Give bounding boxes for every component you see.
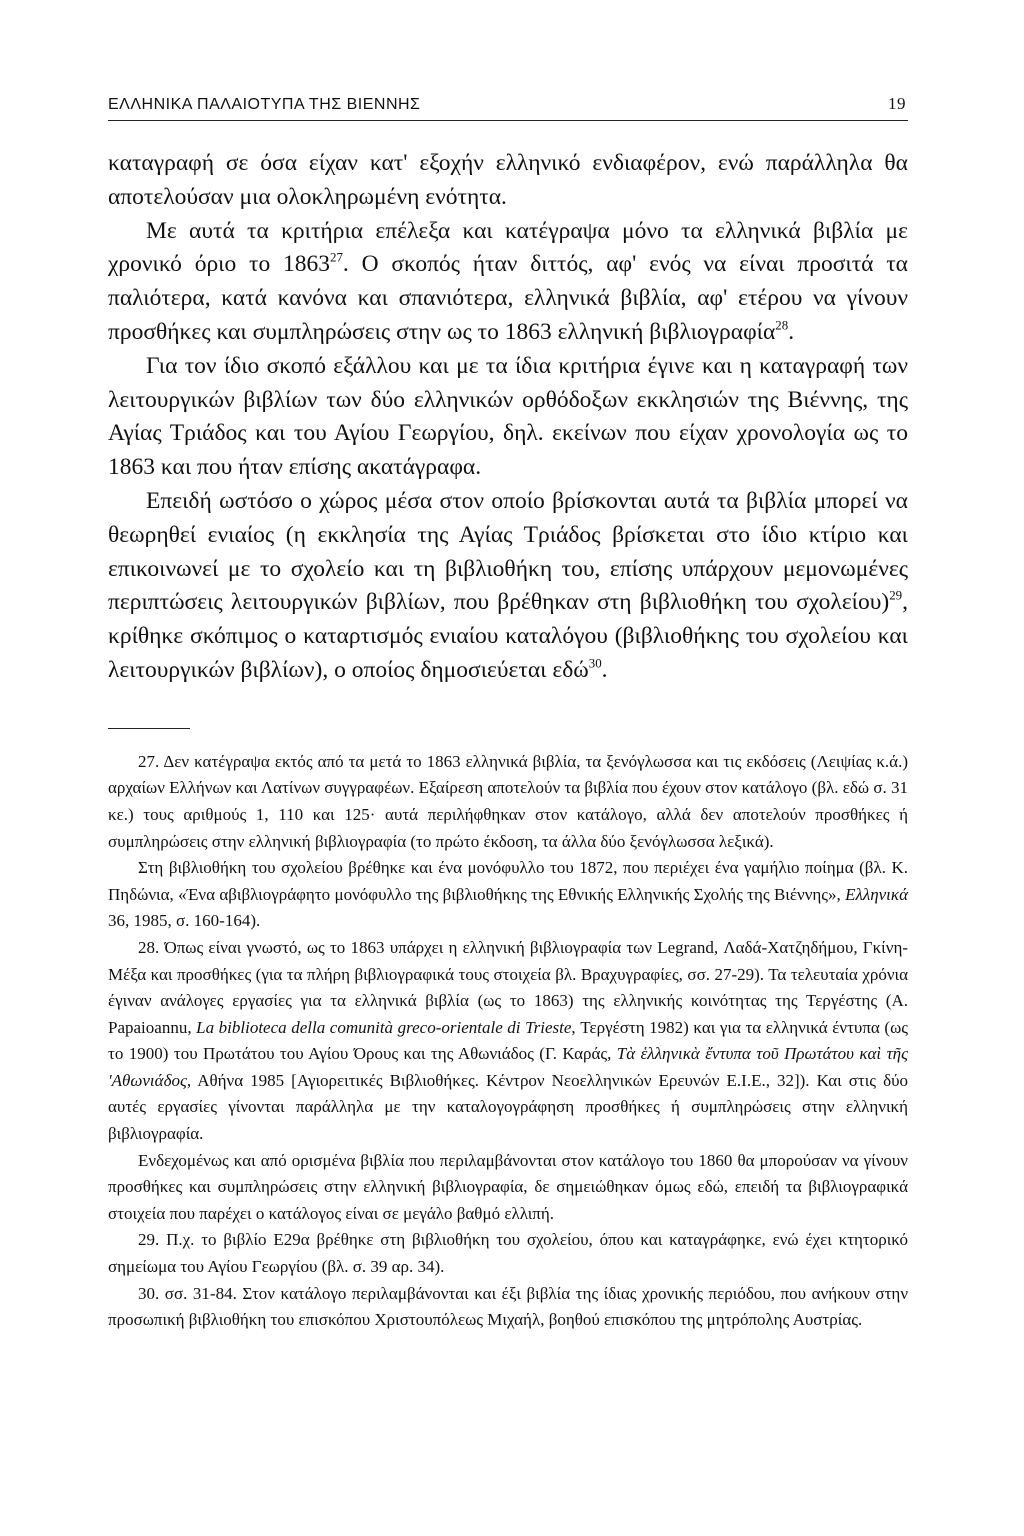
footnote-ref-27: 27 [330,249,343,265]
footnote-28 [108,935,908,1148]
footnote-27-cont-text-a: Στη βιβλιοθήκη του σχολείου βρέθηκε και ένα μονόφυλλο του 1872, που περιέχει ένα γαμήλιο ποίημα (βλ. Κ. Πηδώνια, «Ένα αβιβλιογράφητο μονόφυλλο της βιβλιοθήκης της Εθνικής Ελληνικής Σχολής της Βιέννης», [108,858,908,904]
main-text [108,147,908,688]
paragraph-4-text-b: , κρίθηκε σκόπιμος ο καταρτισμός ενιαίου καταλόγου (βιβλιοθήκης του σχολείου και λειτουργικών βιβλίων), ο οποίος δημοσιεύεται εδώ [108,589,908,683]
footnote-29-text: 29. Π.χ. το βιβλίο Ε29α βρέθηκε στη βιβλιοθήκη του σχολείου, όπου και καταγράφηκε, ενώ έχει κτητορικό σημείωμα του Αγίου Γεωργίου (βλ. σ. 39 αρ. 34). [108,1230,908,1277]
footnote-29 [108,1227,908,1280]
footnote-27 [108,749,908,855]
page-number: 19 [888,94,906,113]
footnote-28-text-c: , Αθήνα 1985 [Αγιορειτικές Βιβλιοθήκες. Κέντρον Νεοελληνικών Ερευνών Ε.Ι.Ε., 32]). Και στις δύο αυτές εργασίες γίνονται παράλληλα με την καταλογογράφηση προσθήκες ή συμπληρώσεις στην ελληνική βιβλιογραφία. [108,1070,908,1144]
footnote-27-cont [108,855,908,935]
footnote-ref-29: 29 [889,587,903,603]
footnote-28-text-b: , Τεργέστη 1982) και για τα ελληνικά έντυπα (ως το 1900) του Πρωτάτου του Αγίου Όρους και της Αθωνιάδος (Γ. Καράς, [108,1017,908,1064]
paragraph-2-text-b: . Ο σκοπός ήταν διττός, αφ' ενός να είναι προσιτά τα παλιότερα, κατά κανόνα και σπανιότερα, ελληνικά βιβλία, αφ' ετέρου να γίνουν προσθήκες και συμπληρώσεις στην ως το 1863 ελληνική βιβλιογραφία [108,251,908,345]
book-title-trieste: La biblioteca della comunità greco-orientale di Trieste [196,1017,572,1037]
footnote-27-text: 27. Δεν κατέγραψα εκτός από τα μετά το 1863 ελληνικά βιβλία, τα ξενόγλωσσα και τις εκδόσεις (Λειψίας κ.ά.) αρχαίων Ελλήνων και Λατίνων συγγραφέων. Εξαίρεση αποτελούν τα βιβλία που έχουν στον κατάλογο (βλ. εδώ σ. 31 κε.) τους αριθμούς 1, 110 και 125· αυτά περιλήφθηκαν στον κατάλογο, αλλά δεν αποτελούν προσθήκες ή συμπληρώσεις στην ελληνική βιβλιογραφία (το πρώτο έκδοση, τα άλλα δύο ξενόγλωσσα λεξικά). [108,751,908,851]
footnote-ref-30: 30 [588,655,602,671]
paragraph-2 [108,215,908,350]
footnotes [108,749,908,1334]
paragraph-2-text-c: . [788,318,795,345]
paragraph-4 [108,485,908,688]
paragraph-4-text-c: . [601,656,608,683]
paragraph-3 [108,350,908,485]
footnote-divider [108,728,190,729]
footnote-28-cont-text: Ενδεχομένως και από ορισμένα βιβλία που περιλαμβάνονται στον κατάλογο του 1860 θα μπορούσαν να γίνουν προσθήκες και συμπληρώσεις στην ελληνική βιβλιογραφία, δε σημειώθηκαν όμως εδώ, επειδή τα βιβλιογραφικά στοιχεία που παρέχει ο κατάλογος είναι σε μεγάλο βαθμό ελλιπή. [108,1150,908,1223]
paragraph-1 [108,147,908,215]
journal-title: Ελληνικά [845,884,908,904]
paragraph-1-text: καταγραφή σε όσα είχαν κατ' εξοχήν ελληνικό ενδιαφέρον, ενώ παράλληλα θα αποτελούσαν μια ολοκληρωμένη ενότητα. [108,150,908,210]
running-title: ΕΛΛΗΝΙΚΑ ΠΑΛΑΙΟΤΥΠΑ ΤΗΣ ΒΙΕΝΝΗΣ [108,96,421,113]
footnote-28-text-a: 28. Όπως είναι γνωστό, ως το 1863 υπάρχει η ελληνική βιβλιογραφία των Legrand, Λαδά-Χατζηδήμου, Γκίνη-Μέξα και προσθήκες (για τα πλήρη βιβλιογραφικά τους στοιχεία βλ. Βραχυγραφίες, σσ. 27-29). Τα τελευταία χρόνια έγιναν ανάλογες εργασίες για τα ελληνικά βιβλία (ως το 1863) της ελληνικής κοινότητας της Τεργέστης (A. Papaioannu, [108,937,908,1037]
book-page [108,94,908,1334]
footnote-27-cont-text-b: 36, 1985, σ. 160-164). [108,911,261,931]
footnote-ref-28: 28 [775,317,789,333]
paragraph-3-text: Για τον ίδιο σκοπό εξάλλου και με τα ίδια κριτήρια έγινε και η καταγραφή των λειτουργικών βιβλίων των δύο ελληνικών ορθόδοξων εκκλησιών της Βιέννης, της Αγίας Τριάδος και του Αγίου Γεωργίου, δηλ. εκείνων που είχαν χρονολογία ως το 1863 και που ήταν επίσης ακατάγραφα. [108,352,908,481]
footnote-30 [108,1281,908,1334]
book-title-athos: Τὰ ἑλληνικὰ ἔντυπα τοῦ Πρωτάτου καὶ τῆς 'Αθωνιάδος [108,1044,908,1090]
footnote-30-text: 30. σσ. 31-84. Στον κατάλογο περιλαμβάνονται και έξι βιβλία της ίδιας χρονικής περιόδου, που ανήκουν στην προσωπική βιβλιοθήκη του επισκόπου Χριστουπόλεως Μιχαήλ, βοηθού επισκόπου της μητρόπολης Αυστρίας. [108,1283,908,1330]
footnote-28-cont [108,1148,908,1228]
paragraph-4-text-a: Επειδή ωστόσο ο χώρος μέσα στον οποίο βρίσκονται αυτά τα βιβλία μπορεί να θεωρηθεί ενιαίος (η εκκλησία της Αγίας Τριάδος βρίσκεται στο ίδιο κτίριο και επικοινωνεί με το σχολείο και τη βιβλιοθήκη του, επίσης υπάρχουν μεμονωμένες περιπτώσεις λειτουργικών βιβλίων, που βρέθηκαν στη βιβλιοθήκη του σχολείου) [108,487,908,616]
running-header [108,94,908,121]
paragraph-2-text-a: Με αυτά τα κριτήρια επέλεξα και κατέγραψα μόνο τα ελληνικά βιβλία με χρονικό όριο το 1863 [108,217,908,278]
